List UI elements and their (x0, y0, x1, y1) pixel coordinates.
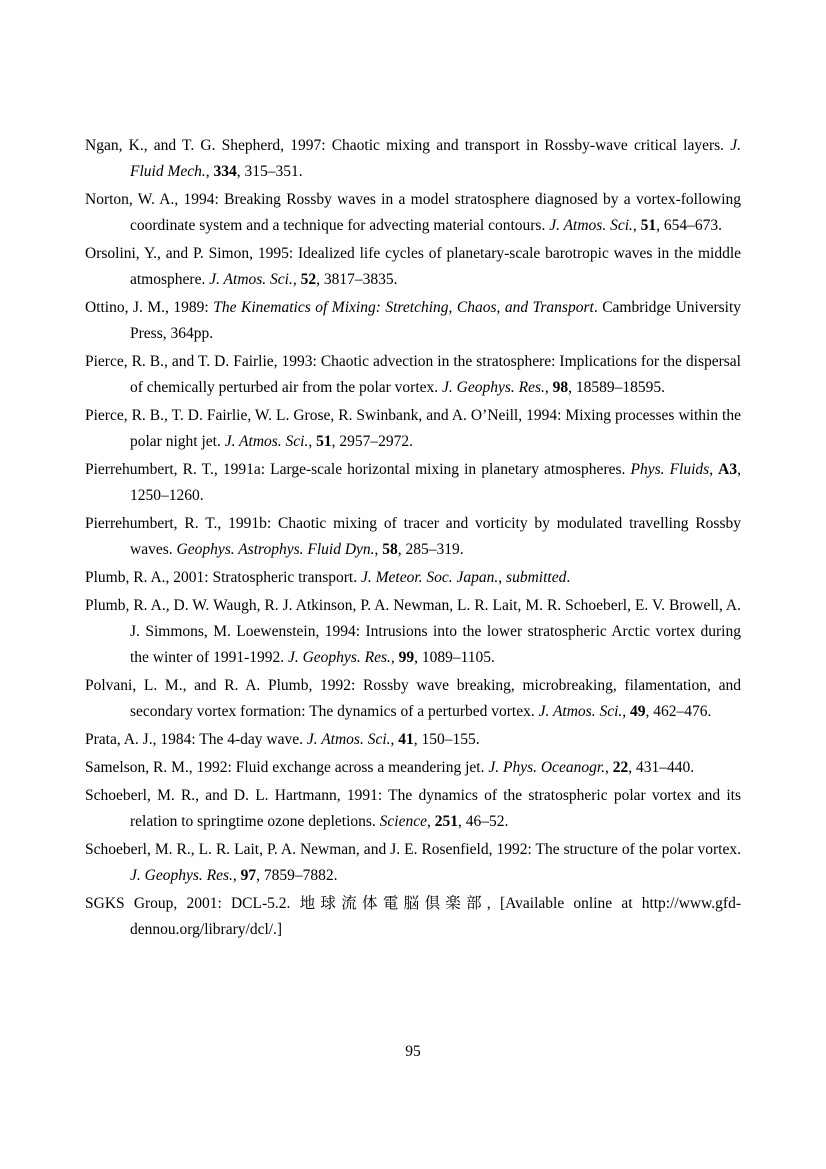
reference-text-segment-plain: , 18589–18595. (568, 379, 666, 396)
reference-text-segment-italic: submitted (506, 569, 567, 586)
reference-text-segment-plain: Pierce, R. B., T. D. Fairlie, W. L. Grose, R. Swinbank, and A. O’Neill, 1994: Mixing processes within the polar night jet. (85, 407, 741, 450)
reference-entry (85, 241, 741, 293)
reference-text-segment-italic: J. Geophys. Res. (287, 649, 391, 666)
reference-text-segment-plain: , (605, 759, 613, 776)
reference-text-segment-plain: , (498, 569, 507, 586)
reference-text-segment-bold: 52 (300, 271, 317, 288)
reference-text-segment-italic: J. Geophys. Res. (442, 379, 545, 396)
reference-entry (85, 133, 741, 185)
reference-text-segment-plain: , (709, 461, 719, 478)
reference-entry (85, 457, 741, 509)
reference-text-segment-plain: , (544, 379, 553, 396)
reference-text-segment-plain: , (632, 217, 641, 234)
reference-text-segment-italic: Phys. Fluids (630, 461, 710, 478)
reference-text-segment-plain: Pierrehumbert, R. T., 1991b: Chaotic mixing of tracer and vorticity by modulated travelling Rossby waves. (85, 515, 741, 558)
reference-text-segment-bold: 41 (398, 731, 414, 748)
reference-text-segment-plain: Pierrehumbert, R. T., 1991a: Large-scale horizontal mixing in planetary atmospheres. (85, 461, 631, 478)
reference-text-segment-italic: Geophys. Astrophys. Fluid Dyn. (176, 541, 375, 558)
reference-text-segment-plain: Polvani, L. M., and R. A. Plumb, 1992: Rossby wave breaking, microbreaking, filamentation, and secondary vortex formation: The dynamics of a perturbed vortex. (85, 677, 741, 720)
reference-text-segment-bold: 22 (612, 759, 629, 776)
reference-text-segment-plain: , 3817–3835. (316, 271, 398, 288)
reference-text-segment-italic: J. Atmos. Sci. (224, 433, 309, 450)
reference-text-segment-plain: , 654–673. (656, 217, 723, 234)
reference-text-segment-italic: J. Atmos. Sci. (549, 217, 633, 234)
reference-text-segment-bold: A3 (718, 461, 738, 478)
reference-text-segment-plain: , 150–155. (413, 731, 480, 748)
reference-text-segment-bold: 98 (552, 379, 569, 396)
reference-text-segment-plain: , (205, 163, 214, 180)
reference-text-segment-plain: , 315–351. (236, 163, 303, 180)
reference-text-segment-italic: The Kinematics of Mixing: Stretching, Chaos, and Transport (213, 299, 594, 316)
reference-text-segment-plain: , 285–319. (397, 541, 464, 558)
reference-text-segment-plain: , (308, 433, 317, 450)
reference-entry (85, 565, 741, 591)
reference-text-segment-italic: J. Geophys. Res. (130, 867, 233, 884)
reference-text-segment-plain: Plumb, R. A., 2001: Stratospheric transport. (85, 569, 361, 586)
reference-text-segment-bold: 334 (213, 163, 237, 180)
reference-entry (85, 837, 741, 889)
reference-list (85, 133, 741, 945)
reference-text-segment-plain: , 431–440. (628, 759, 695, 776)
reference-text-segment-plain: . Cambridge University Press, 364pp. (130, 299, 742, 342)
reference-text-segment-italic: J. Fluid Mech. (130, 137, 741, 180)
reference-entry (85, 187, 741, 239)
reference-text-segment-italic: J. Atmos. Sci. (306, 731, 391, 748)
reference-text-segment-plain: Ngan, K., and T. G. Shepherd, 1997: Chaotic mixing and transport in Rossby-wave critical layers. (85, 137, 731, 154)
reference-text-segment-bold: 251 (434, 813, 458, 830)
reference-text-segment-plain: Schoeberl, M. R., L. R. Lait, P. A. Newman, and J. E. Rosenfield, 1992: The structure of the polar vortex. (85, 841, 741, 858)
reference-text-segment-plain: , (390, 649, 399, 666)
reference-text-segment-plain: , (292, 271, 301, 288)
reference-text-segment-bold: 51 (640, 217, 657, 234)
reference-text-segment-plain: Norton, W. A., 1994: Breaking Rossby waves in a model stratosphere diagnosed by a vortex-following coordinate system and a technique for advecting material contours. (85, 191, 741, 234)
reference-text-segment-plain: SGKS Group, 2001: DCL-5.2. 地球流体電脳倶楽部, [Available online at http://www.gfd-dennou.org/library/dcl/.] (85, 895, 741, 938)
reference-text-segment-italic: J. Meteor. Soc. Japan. (360, 569, 499, 586)
reference-text-segment-plain: . (566, 569, 571, 586)
reference-text-segment-plain: Plumb, R. A., D. W. Waugh, R. J. Atkinson, P. A. Newman, L. R. Lait, M. R. Schoeberl, E. V. Browell, A. J. Simmons, M. Loewenstein, 1994: Intrusions into the lower stratospheric Arctic vortex during the winter of 1991-1992. (85, 597, 741, 666)
reference-text-segment-plain: , 7859–7882. (256, 867, 338, 884)
reference-text-segment-plain: , (374, 541, 383, 558)
reference-entry (85, 295, 741, 347)
reference-entry (85, 727, 741, 753)
reference-text-segment-bold: 58 (382, 541, 398, 558)
reference-text-segment-plain: , 462–476. (645, 703, 712, 720)
reference-text-segment-plain: , (390, 731, 399, 748)
reference-text-segment-plain: Prata, A. J., 1984: The 4-day wave. (85, 731, 307, 748)
reference-text-segment-plain: Samelson, R. M., 1992: Fluid exchange across a meandering jet. (85, 759, 489, 776)
reference-text-segment-plain: , (232, 867, 241, 884)
reference-entry (85, 783, 741, 835)
reference-text-segment-italic: J. Phys. Oceanogr. (488, 759, 606, 776)
reference-text-segment-bold: 51 (316, 433, 332, 450)
reference-text-segment-plain: , 1250–1260. (130, 461, 741, 504)
page-number: 95 (405, 1043, 421, 1060)
reference-text-segment-italic: J. Atmos. Sci. (209, 271, 293, 288)
reference-text-segment-bold: 97 (240, 867, 257, 884)
reference-entry (85, 673, 741, 725)
reference-text-segment-plain: Ottino, J. M., 1989: (85, 299, 214, 316)
reference-entry (85, 891, 741, 943)
reference-entry (85, 403, 741, 455)
reference-text-segment-plain: Schoeberl, M. R., and D. L. Hartmann, 1991: The dynamics of the stratospheric polar vortex and its relation to springtime ozone depletions. (85, 787, 741, 830)
reference-text-segment-italic: Science (379, 813, 427, 830)
reference-entry (85, 511, 741, 563)
reference-entry (85, 349, 741, 401)
reference-text-segment-plain: , 46–52. (458, 813, 509, 830)
reference-entry (85, 593, 741, 671)
reference-text-segment-plain: , (622, 703, 631, 720)
reference-text-segment-plain: , (427, 813, 435, 830)
reference-text-segment-plain: , 1089–1105. (414, 649, 495, 666)
reference-text-segment-bold: 49 (630, 703, 646, 720)
reference-text-segment-bold: 99 (398, 649, 415, 666)
reference-text-segment-plain: , 2957–2972. (331, 433, 413, 450)
reference-text-segment-plain: Pierce, R. B., and T. D. Fairlie, 1993: Chaotic advection in the stratosphere: Implications for the dispersal of chemically perturbed air from the polar vortex. (85, 353, 741, 396)
reference-text-segment-italic: J. Atmos. Sci. (538, 703, 623, 720)
reference-entry (85, 755, 741, 781)
reference-text-segment-plain: Orsolini, Y., and P. Simon, 1995: Idealized life cycles of planetary-scale barotropic waves in the middle atmosphere. (85, 245, 741, 288)
